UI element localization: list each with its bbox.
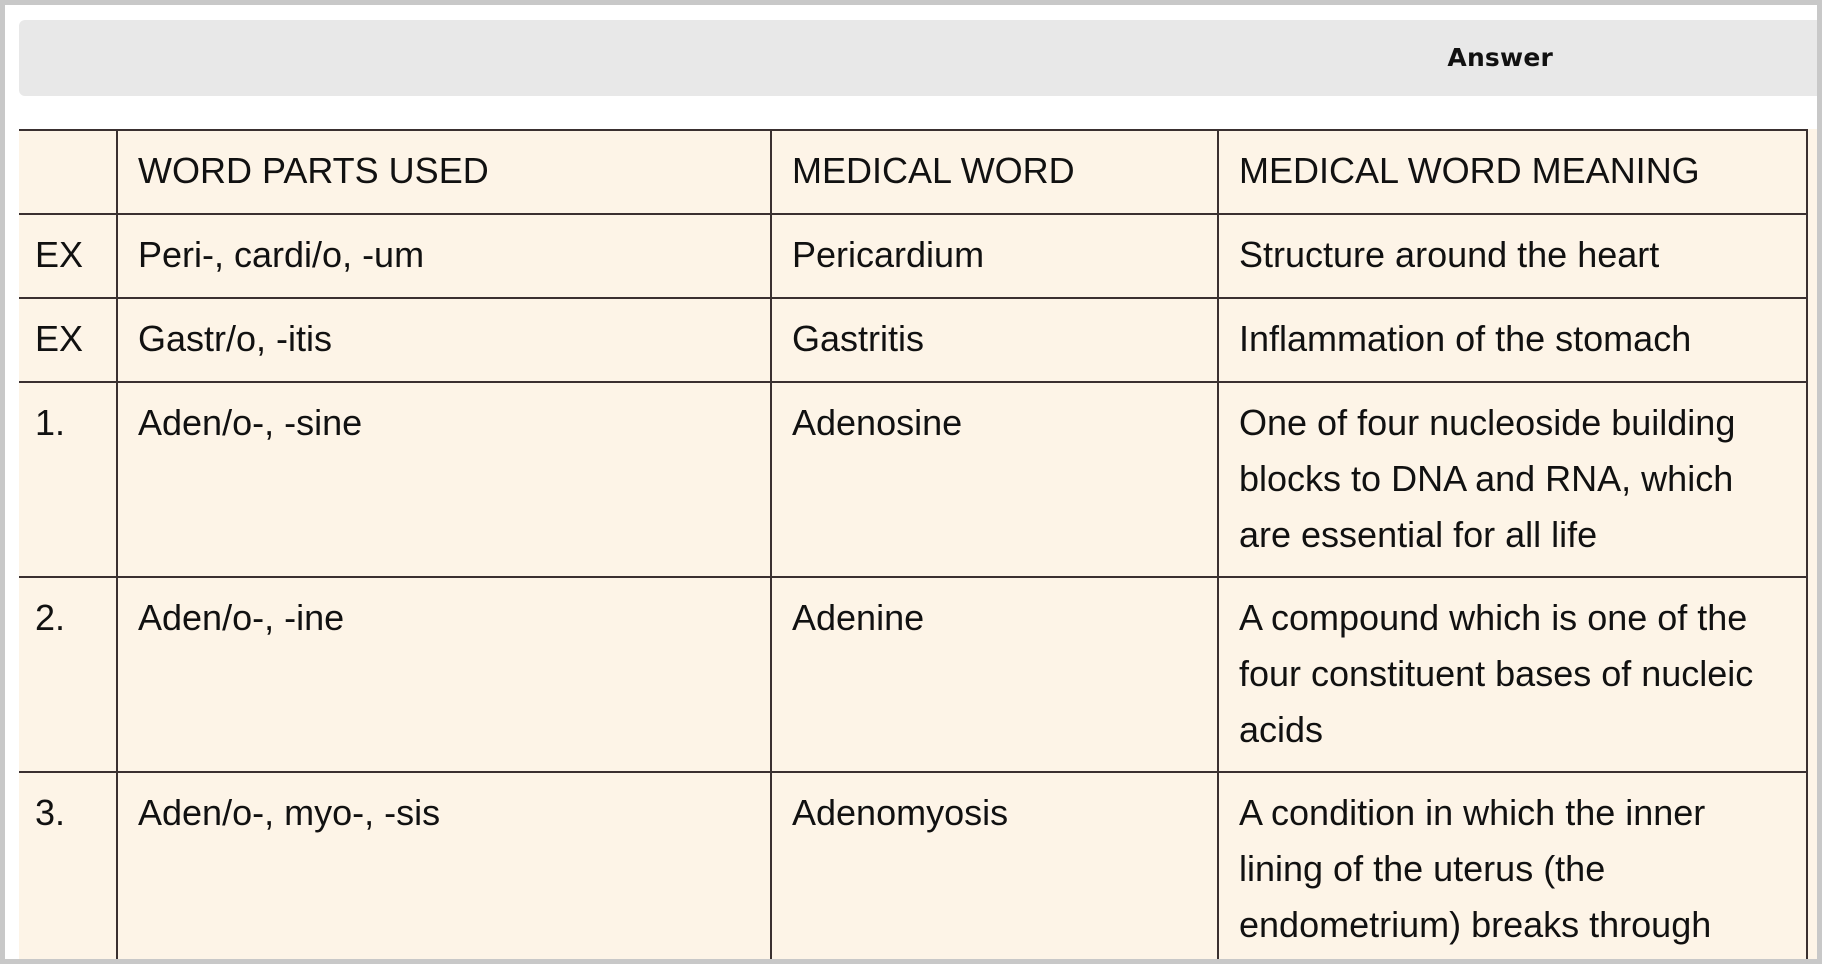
column-header-word-parts: WORD PARTS USED [117,130,771,214]
answer-header-bar[interactable] [19,20,1817,96]
medical-terms-table [19,129,1808,959]
table-row [19,214,1807,298]
meaning-cell: Structure around the heart [1218,214,1807,298]
word-parts-cell: Aden/o-, -sine [117,382,771,577]
medical-word-cell: Pericardium [771,214,1218,298]
table-row [19,382,1807,577]
row-number: 3. [19,772,117,959]
word-parts-cell: Gastr/o, -itis [117,298,771,382]
word-parts-cell: Peri-, cardi/o, -um [117,214,771,298]
column-header-medical-word: MEDICAL WORD [771,130,1218,214]
medical-word-cell: Adenomyosis [771,772,1218,959]
medical-word-cell: Gastritis [771,298,1218,382]
row-number: 1. [19,382,117,577]
meaning-cell: A condition in which the inner lining of the uterus (the endometrium) breaks through [1218,772,1807,959]
word-parts-cell: Aden/o-, -ine [117,577,771,772]
answer-panel [5,5,1817,959]
column-header-number [19,130,117,214]
table-row [19,298,1807,382]
table-row [19,577,1807,772]
row-number: 2. [19,577,117,772]
meaning-cell: A compound which is one of the four constituent bases of nucleic acids [1218,577,1807,772]
answer-title: Answer [1447,43,1553,72]
medical-word-cell: Adenine [771,577,1218,772]
row-number: EX [19,214,117,298]
answer-image [19,129,1817,959]
word-parts-cell: Aden/o-, myo-, -sis [117,772,771,959]
meaning-cell: One of four nucleoside building blocks to DNA and RNA, which are essential for all life [1218,382,1807,577]
row-number: EX [19,298,117,382]
table-header-row [19,130,1807,214]
medical-word-cell: Adenosine [771,382,1218,577]
column-header-meaning: MEDICAL WORD MEANING [1218,130,1807,214]
meaning-cell: Inflammation of the stomach [1218,298,1807,382]
table-row [19,772,1807,959]
